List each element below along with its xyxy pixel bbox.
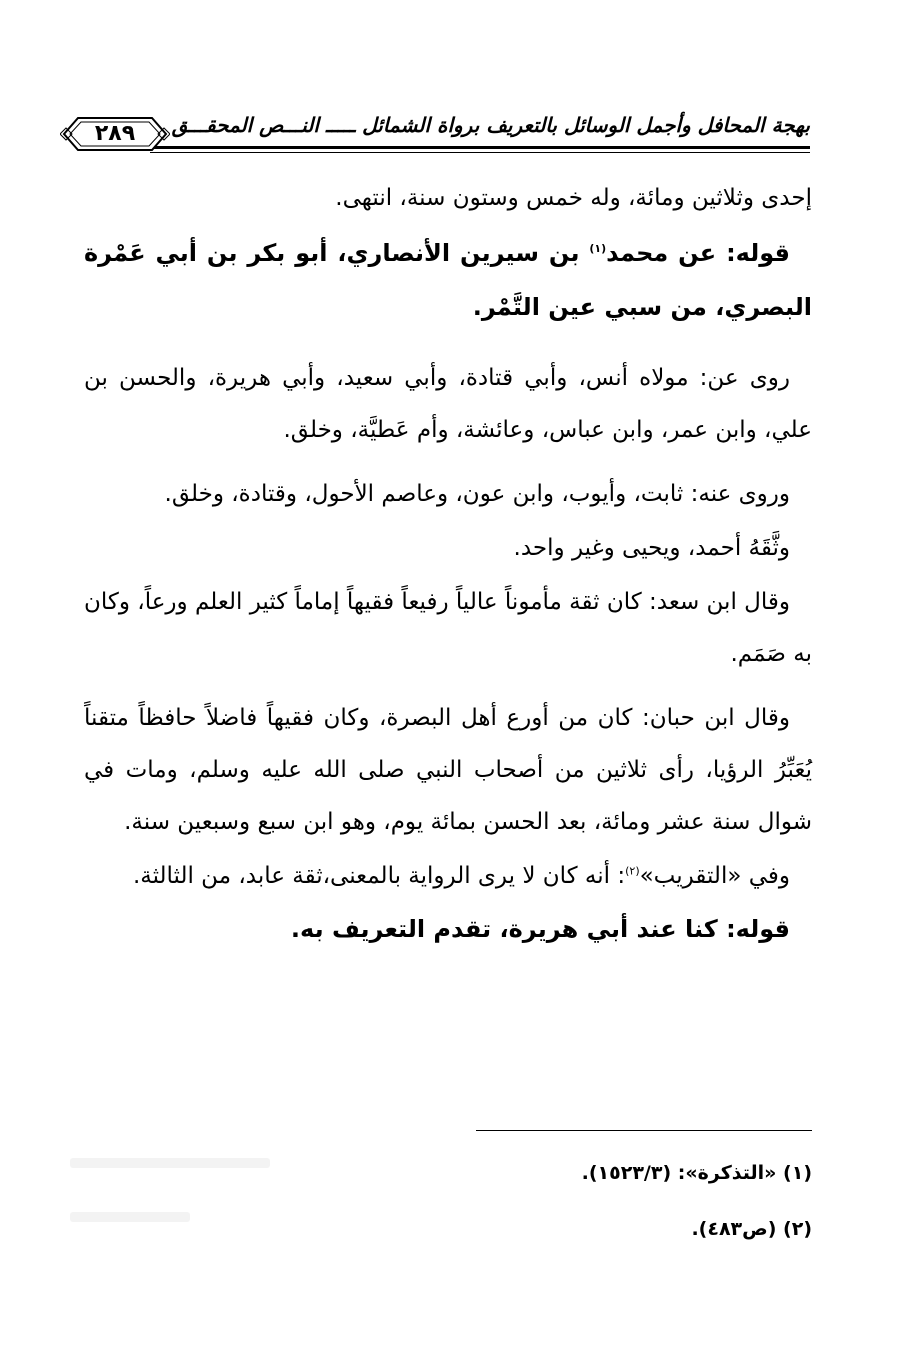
taqrib-text-b: : أنه كان لا يرى الرواية بالمعنى،ثقة عابد، من الثالثة. [132, 863, 626, 889]
page-number-badge [60, 114, 170, 154]
paragraph-tawthiq: وثَّقَهُ أحمد، ويحيى وغير واحد. [513, 535, 790, 561]
main-text [84, 172, 812, 956]
paragraph-heading-muhammad [84, 226, 812, 334]
header-title: بهجة المحافل وأجمل الوسائل بالتعريف برواة الشمائل ـــــ النـــص المحقـــق [171, 113, 810, 137]
paragraph-taqrib [84, 850, 812, 902]
footnote-ref-1[interactable]: (١) [589, 242, 607, 255]
header-rule [150, 146, 810, 149]
paragraph-narrated-from: روى عن: مولاه أنس، وأبي قتادة، وأبي سعيد، وأبي هريرة، والحسن بن علي، وابن عمر، وابن عباس، وعائشة، وأم عَطيَّة، وخلق. [84, 365, 812, 443]
paragraph-narrated-by: وروى عنه: ثابت، وأيوب، وابن عون، وعاصم الأحول، وقتادة، وخلق. [164, 481, 790, 507]
header-rule-thin [150, 152, 810, 153]
footnote-ref-2[interactable]: (٢) [625, 864, 640, 878]
taqrib-text-a: وفي «التقريب» [639, 863, 790, 889]
running-header [60, 110, 810, 162]
paragraph-ibn-hibban: وقال ابن حبان: كان من أورع أهل البصرة، وكان فقيهاً فاضلاً حافظاً متقناً يُعَبِّرُ الرؤيا، رأى ثلاثين من أصحاب النبي صلى الله عليه وسلم، ومات في شوال سنة عشر ومائة، بعد الحسن بمائة يوم، وهو ابن سبع وسبعين سنة. [84, 705, 812, 835]
footnote-1: (١) «التذكرة»: (١٥٢٣/٣). [581, 1162, 812, 1184]
paragraph-heading-abu-hurayra: قوله: كنا عند أبي هريرة، تقدم التعريف به. [290, 915, 790, 943]
heading-text-b: بن سيرين الأنصاري، أبو بكر بن أبي عَمْرة البصري، من سبي عين التَّمْر. [84, 239, 812, 321]
heading-text-a: قوله: عن محمد [606, 239, 790, 267]
page-number: ٢٨٩ [94, 121, 136, 146]
paragraph-ibn-saad: وقال ابن سعد: كان ثقة مأموناً عالياً رفيعاً فقيهاً إماماً كثير العلم ورعاً، وكان به صَمَم. [84, 589, 812, 667]
footnote-separator [476, 1130, 812, 1131]
footnote-2: (٢) (ص٤٨٣). [691, 1218, 812, 1240]
bleed-through-mark [70, 1212, 190, 1222]
bleed-through-mark [70, 1158, 270, 1168]
paragraph-continuation: إحدى وثلاثين ومائة، وله خمس وستون سنة، انتهى. [335, 185, 812, 211]
